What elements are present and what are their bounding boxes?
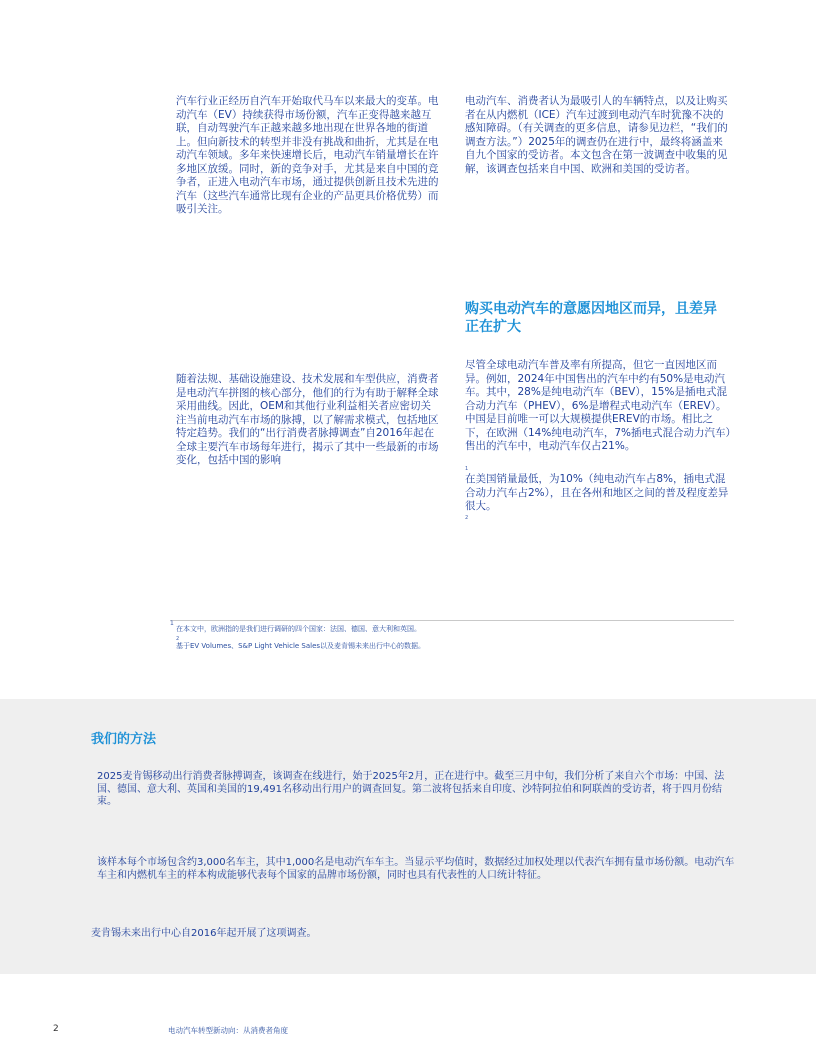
section-heading: 购买电动汽车的意愿因地区而异，且差异正在扩大: [465, 301, 717, 335]
footnote-marker-1: 1: [465, 466, 469, 472]
footnote-number-2: 2: [176, 636, 180, 642]
page-number: 2: [53, 1024, 59, 1034]
footnote-divider: [170, 620, 734, 621]
footnote-2: 基于EV Volumes、S&P Light Vehicle Sales以及麦肯锡未来出行中心的数据。: [176, 642, 426, 650]
methodology-title: 我们的方法: [91, 732, 157, 747]
adoption-paragraph: 尽管全球电动汽车普及率有所提高，但它一直因地区而异。例如，2024年中国售出的汽车中约有50%是电动汽车。其中，28%是纯电动汽车（BEV），15%是插电式混合动力汽车（PHEV），6%是增程式电动汽车（EREV）。中国是目前唯一可以大规模提供EREV的市场。相比之下，在欧洲（14%纯电动汽车，7%插电式混合动力汽车）售出的汽车中，电动汽车仅占21%。: [465, 359, 731, 452]
us-adoption-paragraph: 在美国销量最低，为10%（纯电动汽车占8%，插电式混合动力汽车占2%），且在各州和地区之间的普及程度差异很大。: [465, 473, 729, 512]
footnote-number-1: 1: [170, 620, 174, 627]
methodology-paragraph-1: 2025麦肯锡移动出行消费者脉搏调查，该调查在线进行，始于2025年2月，正在进行中。截至三月中旬，我们分析了来自六个市场：中国、法国、德国、意大利、英国和美国的19,491名移动出行用户的调查回复。第二波将包括来自印度、沙特阿拉伯和阿联酋的受访者，将于四月份结束。: [97, 771, 725, 807]
intro-paragraph-left-2: 随着法规、基础设施建设、技术发展和车型供应，消费者是电动汽车拼图的核心部分，他们的行为有助于解释全球采用曲线。因此，OEM和其他行业利益相关者应密切关注当前电动汽车市场的脉搏，以了解需求模式，包括地区特定趋势。我们的“出行消费者脉搏调查”自2016年起在全球主要汽车市场每年进行，揭示了其中一些最新的市场变化，包括中国的影响: [176, 373, 439, 466]
footnote-1: 在本文中，欧洲指的是我们进行调研的四个国家：法国、德国、意大利和英国。: [176, 625, 421, 633]
intro-paragraph-right: 电动汽车、消费者认为最吸引人的车辆特点，以及让购买者在从内燃机（ICE）汽车过渡到电动汽车时犹豫不决的感知障碍。（有关调查的更多信息，请参见边栏，“我们的调查方法。”）2025年的调查仍在进行中，最终将涵盖来自九个国家的受访者。本文包含在第一波调查中收集的见解，该调查包括来自中国、欧洲和美国的受访者。: [465, 95, 728, 175]
methodology-paragraph-3: 麦肯锡未来出行中心自2016年起开展了这项调查。: [91, 928, 317, 939]
intro-paragraph-left: 汽车行业正经历自汽车开始取代马车以来最大的变革。电动汽车（EV）持续获得市场份额，汽车正变得越来越互联，自动驾驶汽车正越来越多地出现在世界各地的街道上。但向新技术的转型并非没有挑战和曲折，尤其是在电动汽车领域。多年来快速增长后，电动汽车销量增长在许多地区放缓。同时，新的竞争对手，尤其是来自中国的竞争者，正进入电动汽车市场，通过提供创新且技术先进的汽车（这些汽车通常比现有企业的产品更具价格优势）而吸引关注。: [176, 95, 439, 215]
methodology-paragraph-2: 该样本每个市场包含约3,000名车主，其中1,000名是电动汽车车主。当显示平均值时，数据经过加权处理以代表汽车拥有量市场份额。电动汽车车主和内燃机车主的样本构成能够代表每个国家的品牌市场份额，同时也具有代表性的人口统计特征。: [97, 857, 735, 881]
footer-title: 电动汽车转型新动向：从消费者角度: [168, 1026, 288, 1035]
footnote-marker-2: 2: [465, 515, 469, 521]
